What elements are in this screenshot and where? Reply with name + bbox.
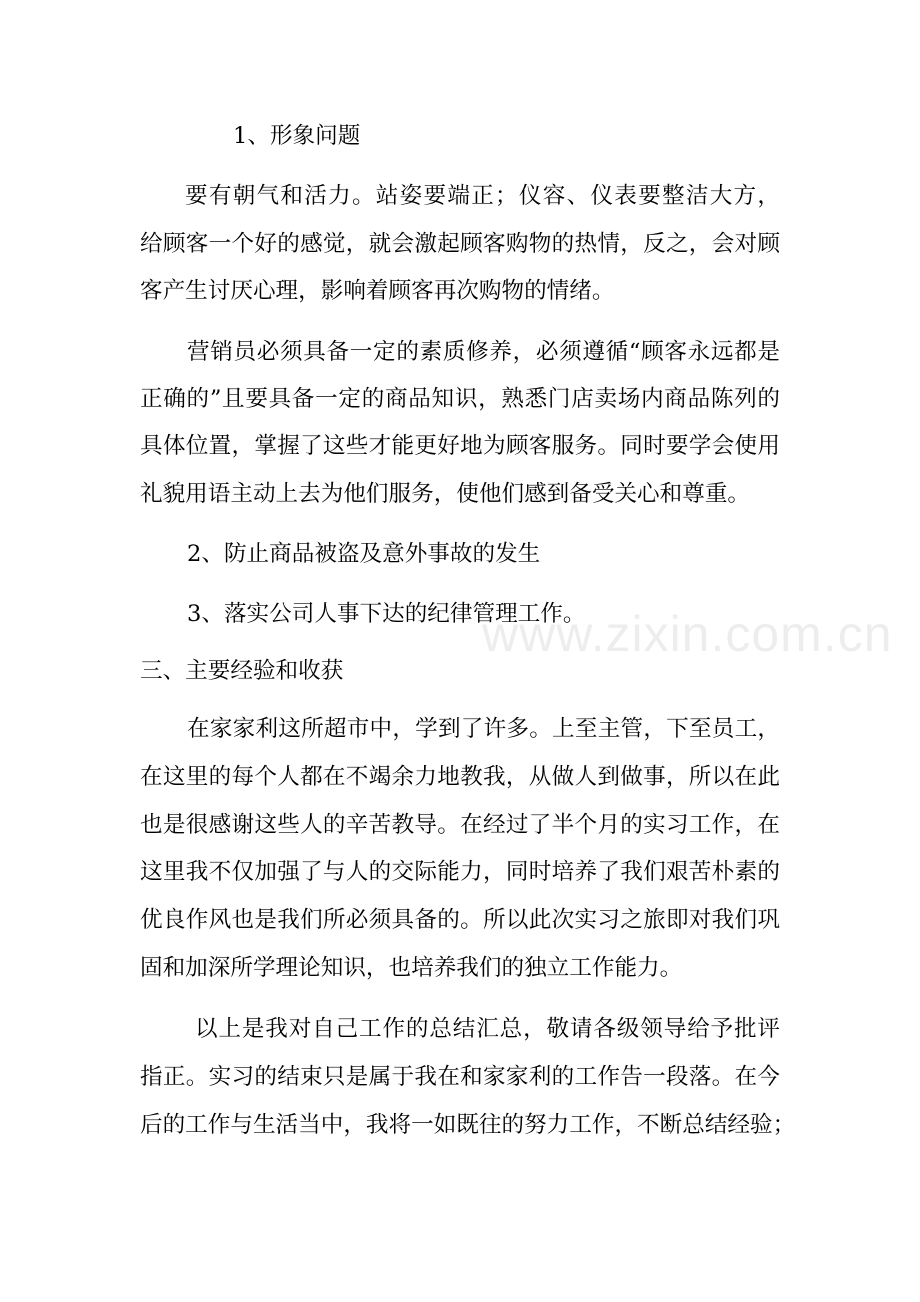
section-heading-experience: 三、主要经验和收获 [140,658,344,684]
paragraph-line: 具体位置，掌握了这些才能更好地为顾客服务。同时要学会使用 [140,433,780,459]
paragraph-line: 也是很感谢这些人的辛苦教导。在经过了半个月的实习工作，在 [140,812,780,838]
paragraph-line: 礼貌用语主动上去为他们服务，使他们感到备受关心和尊重。 [140,481,751,507]
paragraph-line: 营销员必须具备一定的素质修养，必须遵循“顾客永远都是 [187,339,780,365]
paragraph-line: 优良作风也是我们所必须具备的。所以此次实习之旅即对我们巩 [140,907,780,933]
paragraph-line: 指正。实习的结束只是属于我在和家家利的工作告一段落。在今 [140,1064,780,1090]
paragraph-line: 客产生讨厌心理，影响着顾客再次购物的情绪。 [140,278,615,304]
paragraph-line: 要有朝气和活力。站姿要端正；仪容、仪表要整洁大方， [185,183,780,209]
paragraph-line: 固和加深所学理论知识，也培养我们的独立工作能力。 [140,955,683,981]
paragraph-line: 正确的”且要具备一定的商品知识，熟悉门店卖场内商品陈列的 [140,386,780,412]
paragraph-line: 这里我不仅加强了与人的交际能力，同时培养了我们艰苦朴素的 [140,859,780,885]
paragraph-line: 给顾客一个好的感觉，就会激起顾客购物的热情，反之，会对顾 [140,231,780,257]
watermark: www.zixin.com.cn [482,606,893,662]
paragraph-line: 后的工作与生活当中，我将一如既往的努力工作，不断总结经验； [140,1112,796,1138]
heading-image-issue: 1、形象问题 [233,123,361,149]
paragraph-line: 在这里的每个人都在不竭余力地教我，从做人到做事，所以在此 [140,764,780,790]
paragraph-line: 以上是我对自己工作的总结汇总，敬请各级领导给予批评 [195,1016,780,1042]
list-item-theft-prevention: 2、防止商品被盗及意外事故的发生 [187,541,541,567]
list-item-discipline: 3、落实公司人事下达的纪律管理工作。 [187,601,586,627]
paragraph-line: 在家家利这所超市中，学到了许多。上至主管，下至员工， [187,716,780,742]
